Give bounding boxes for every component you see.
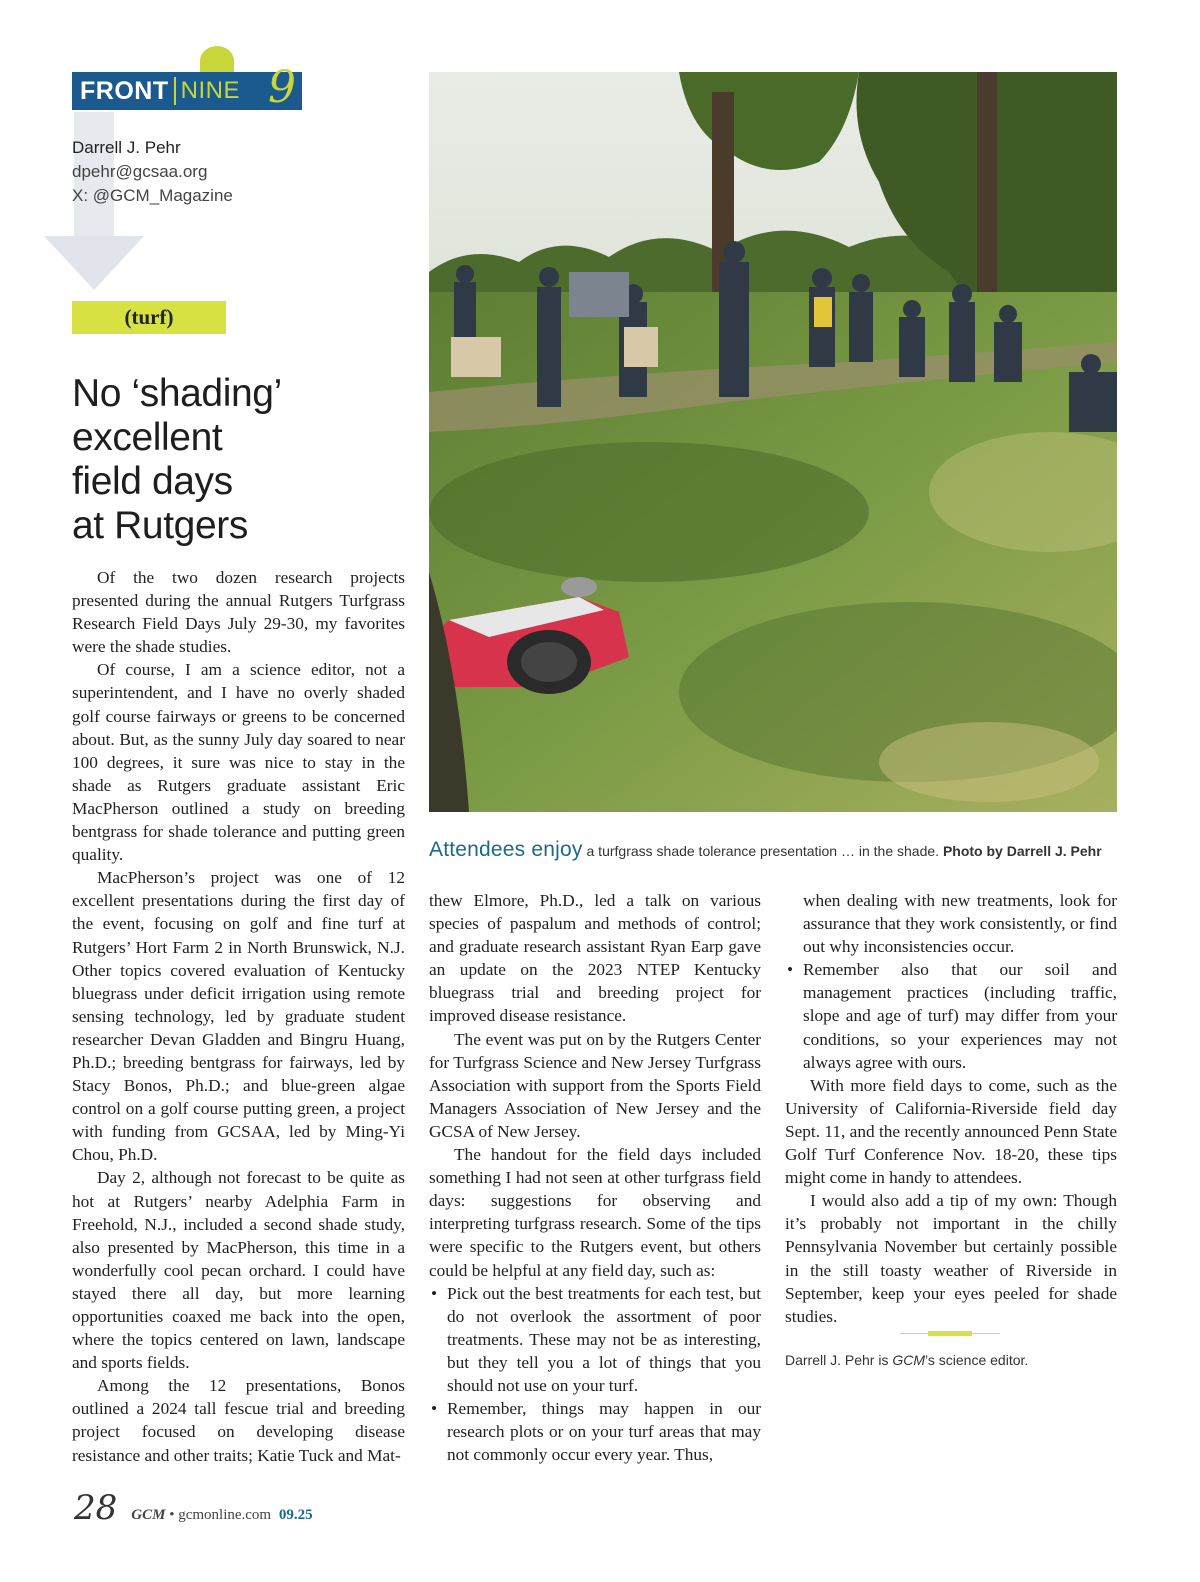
footer-site[interactable]: • gcmonline.com [165, 1507, 275, 1523]
headline-line: No ‘shading’ [72, 372, 282, 415]
tip-bullet: • Remember also that our soil and management practices (including traffic, slope and age of turf) may differ from your conditions, so your experiences may not always agree with ours. [785, 958, 1117, 1073]
logo-nine-text: NINE [180, 77, 240, 104]
logo-divider [174, 77, 176, 105]
footer-issue-date: 09.25 [278, 1507, 313, 1523]
logo-digit: 9 [268, 62, 296, 113]
tips-list-continued [785, 958, 1117, 1073]
caption-text: a turfgrass shade tolerance presentation … in the shade. [582, 843, 943, 859]
caption-credit: Photo by Darrell J. Pehr [942, 843, 1102, 859]
field-day-photo [429, 72, 1117, 812]
body-paragraph: The event was put on by the Rutgers Center for Turfgrass Science and New Jersey Turfgrass Association with support from the Sports Field Managers Association of New Jersey and the GCSA of New Jersey. [429, 1029, 761, 1141]
body-paragraph: when dealing with new treatments, look for assurance that they work consistently, or find out why inconsistencies occur. [803, 891, 1117, 957]
headline-line: excellent [72, 416, 223, 459]
photo-caption [429, 838, 1129, 862]
footer-info [131, 1507, 312, 1524]
photo-illustration [429, 72, 1117, 812]
body-paragraph: With more field days to come, such as the University of California-Riverside field day Sept. 11, and the recently announced Penn State Golf Turf Conference Nov. 18-20, these tips might come in handy to attendees. [785, 1075, 1117, 1188]
body-paragraph: The handout for the field days included something I had not seen at other turfgrass field days: suggestions for observing and interpreting turfgrass research. Some of the tips were specific to the Rutgers event, but others could be helpful at any field day, such as: [429, 1145, 761, 1280]
tip-bullet: • Pick out the best treatments for each test, but do not overlook the assortment of poor treatments. These may not be as interesting, but they tell you a lot of things that you should not use on your turf. [429, 1282, 761, 1397]
author-name: Darrell J. Pehr [72, 138, 181, 157]
section-tag: (turf) [72, 301, 226, 334]
caption-lead: Attendees enjoy [429, 838, 583, 861]
front-nine-logo [72, 46, 312, 112]
bio-publication: GCM [892, 1352, 926, 1368]
page-footer [74, 1488, 313, 1528]
body-paragraph: Day 2, although not forecast to be quite as hot at Rutgers’ nearby Adelphia Farm in Freehold, N.J., included a second shade study, also presented by MacPherson, this time in a wonderfully cool pecan orchard. I could have stayed there all day, but more learning opportunities coaxed me back into the open, where the topics centered on lawn, landscape and sports fields. [72, 1168, 405, 1373]
bio-name: Darrell J. Pehr is [785, 1352, 893, 1368]
bio-rest: ’s science editor. [925, 1352, 1029, 1368]
body-paragraph: thew Elmore, Ph.D., led a talk on various species of paspalum and methods of control; and graduate research assistant Ryan Earp gave an update on the 2023 NTEP Kentucky bluegrass trial and breeding project for improved disease resistance. [429, 891, 761, 1026]
tip-bullet: • Remember, things may happen in our research plots or on your turf areas that may not commonly occur every year. Thus, [429, 1397, 761, 1466]
body-paragraph: Of the two dozen research projects presented during the annual Rutgers Turfgrass Research Field Days July 29-30, my favorites were the shade studies. [72, 568, 405, 657]
bio-divider [900, 1331, 1000, 1336]
author-block [72, 136, 233, 208]
author-bio [785, 1352, 1028, 1368]
body-column-3 [785, 889, 1117, 1328]
article-headline [72, 372, 402, 548]
author-email[interactable]: dpehr@gcsaa.org [72, 162, 208, 181]
body-paragraph: Among the 12 presentations, Bonos outlined a 2024 tall fescue trial and breeding project focused on developing disease resistance and other traits; Katie Tuck and Mat- [72, 1376, 405, 1465]
tips-list [429, 1282, 761, 1467]
body-paragraph: I would also add a tip of my own: Though it’s probably not important in the chilly Pennsylvania November but certainly possible in the still toasty weather of Riverside in September, keep your eyes peeled for shade studies. [785, 1191, 1117, 1326]
body-column-1 [72, 566, 405, 1467]
page-number: 28 [74, 1488, 118, 1528]
footer-publication: GCM [131, 1507, 166, 1523]
headline-line: field days [72, 460, 233, 503]
body-paragraph: MacPherson’s project was one of 12 excellent presentations during the first day of the event, focusing on golf and fine turf at Rutgers’ Hort Farm 2 in North Brunswick, N.J. Other topics covered evaluation of Kentucky bluegrass under deficit irrigation using remote sensing technology, led by graduate student researcher Devan Gladden and Bingru Huang, Ph.D.; breeding bentgrass for fairways, led by Stacy Bonos, Ph.D.; and blue-green algae control on a golf course putting green, a project with funding from GCSAA, led by Ming-Yi Chou, Ph.D. [72, 868, 405, 1165]
body-paragraph: Of course, I am a science editor, not a superintendent, and I have no overly shaded golf course fairways or greens to be concerned about. But, as the sunny July day soared to near 100 degrees, it sure was nice to stay in the shade as Rutgers graduate assistant Eric MacPherson outlined a study on breeding bentgrass for shade tolerance and putting green quality. [72, 660, 405, 865]
logo-front-text: FRONT [80, 76, 169, 105]
author-social[interactable]: X: @GCM_Magazine [72, 186, 233, 205]
headline-line: at Rutgers [72, 504, 248, 547]
body-column-2 [429, 889, 761, 1466]
